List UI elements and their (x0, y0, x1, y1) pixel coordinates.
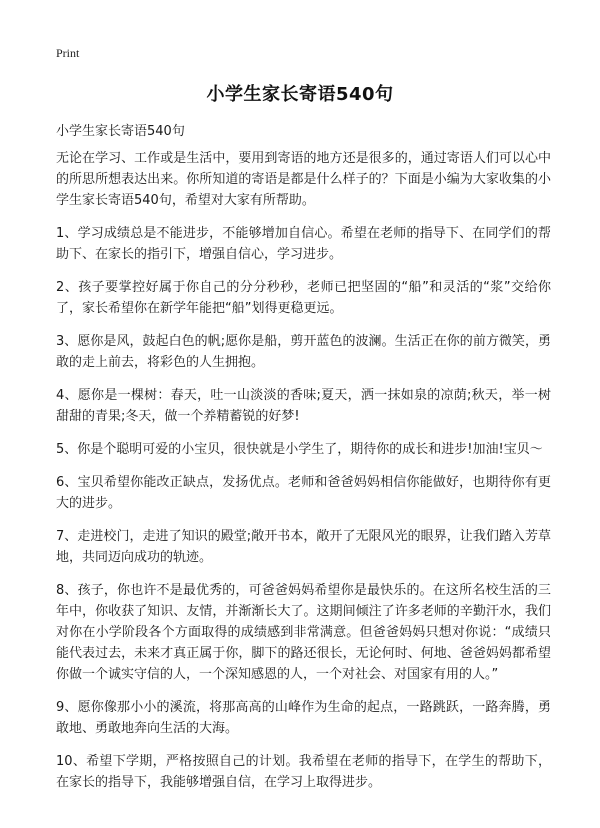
article-body (56, 148, 551, 805)
list-item: 10、希望下学期，严格按照自己的计划。我希望在老师的指导下，在学生的帮助下，在家长的指导下，我能够增强自信，在学习上取得进步。 (56, 754, 551, 790)
list-item: 3、愿你是风，鼓起白色的帆;愿你是船，剪开蓝色的波澜。生活正在你的前方微笑，勇敢的走上前去，将彩色的人生拥抱。 (56, 334, 551, 370)
list-item: 7、走进校门，走进了知识的殿堂;敞开书本，敞开了无限风光的眼界，让我们踏入芳草地，共同迈向成功的轨迹。 (56, 529, 551, 565)
list-item: 6、宝贝希望你能改正缺点，发扬优点。老师和爸爸妈妈相信你能做好，也期待你有更大的进步。 (56, 475, 551, 511)
list-item: 8、孩子，你也许不是最优秀的，可爸爸妈妈希望你是最快乐的。在这所名校生活的三年中，你收获了知识、友情，并渐渐长大了。这期间倾注了许多老师的辛勤汗水，我们对你在小学阶段各个方面取得的成绩感到非常满意。但爸爸妈妈只想对你说：“成绩只能代表过去，未来才真正属于你，脚下的路还很长，无论何时、何地、爸爸妈妈都希望你做一个诚实守信的人，一个深知感恩的人，一个对社会、对国家有用的人。” (56, 583, 551, 682)
list-item: 9、愿你像那小小的溪流，将那高高的山峰作为生命的起点，一路跳跃，一路奔腾，勇敢地、勇敢地奔向生活的大海。 (56, 700, 551, 736)
list-item: 1、学习成绩总是不能进步，不能够增加自信心。希望在老师的指导下、在同学们的帮助下、在家长的指引下，增强自信心，学习进步。 (56, 226, 551, 262)
page-title: 小学生家长寄语540句 (206, 84, 394, 105)
list-item: 5、你是个聪明可爱的小宝贝，很快就是小学生了，期待你的成长和进步!加油!宝贝～ (56, 442, 543, 457)
list-item: 4、愿你是一棵树：春天，吐一山淡淡的香味;夏天，洒一抹如泉的凉荫;秋天，举一树甜甜的青果;冬天，做一个养精蓄锐的好梦! (56, 388, 551, 424)
list-item: 2、孩子要掌控好属于你自己的分分秒秒，老师已把坚固的“船”和灵活的“浆”交给你了，家长希望你在新学年能把“船”划得更稳更远。 (56, 280, 551, 316)
intro-paragraph: 无论在学习、工作或是生活中，要用到寄语的地方还是很多的，通过寄语人们可以心中的所思所想表达出来。你所知道的寄语是都是什么样子的？下面是小编为大家收集的小学生家长寄语540句，希望对大家有所帮助。 (56, 151, 551, 208)
print-link[interactable]: Print (56, 46, 80, 60)
article-subtitle: 小学生家长寄语540句 (56, 124, 185, 139)
